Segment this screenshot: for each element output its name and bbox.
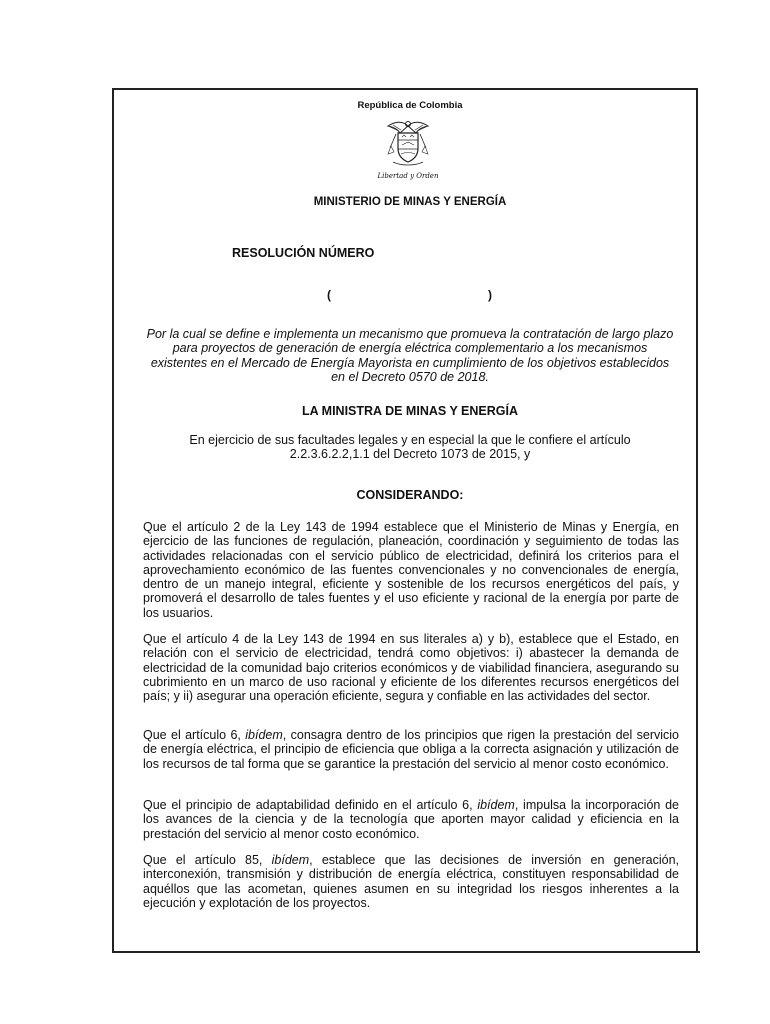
ibidem-italic: ibídem [477,798,515,812]
page-border-bottom [112,951,700,953]
considerando-paragraph [143,853,679,910]
motto: Libertad y Orden [377,172,439,180]
considerando-paragraph [143,520,679,620]
authority-title: LA MINISTRA DE MINAS Y ENERGÍA [302,404,518,418]
paragraph-text-start: Que el artículo 85, [143,853,272,867]
country-header: República de Colombia [357,100,463,111]
paragraph-text-end: , establece que las decisiones de inversión en generación, interconexión, transmisión y distribución de energía eléctrica, constituyen responsabilidad de aquéllos que las acometan, quienes asumen en su integridad los riesgos inherentes a la ejecución y explotación de los proyectos. [143,853,679,910]
paragraph-text: Que el artículo 4 de la Ley 143 de 1994 en sus literales a) y b), establece que el Estado, en relación con el servicio de electricidad, tendrá como objetivos: i) abastecer la demanda de electricidad de la comunidad bajo criterios económicos y de viabilidad financiera, asegurando su cubrimiento en un marco de uso racional y eficiente de los diferentes recursos energéticos del país; y ii) asegurar una operación eficiente, segura y confiable en las actividades del sector. [143,632,679,704]
date-paren-close: ) [488,288,492,302]
ibidem-italic: ibídem [271,853,310,867]
paragraph-text-end: , consagra dentro de los principios que rigen la prestación del servicio de energía eléctrica, el principio de eficiencia que obliga a la correcta asignación y utilización de los recursos de tal forma que se garantice la prestación del servicio al menor costo económico. [143,728,680,771]
authority-powers: En ejercicio de sus facultades legales y en especial la que le confiere el artículo 2.2.3.6.2.2,1.1 del Decreto 1073 de 2015, y [189,433,631,462]
date-paren-open: ( [327,288,331,302]
paragraph-text: Que el artículo 2 de la Ley 143 de 1994 establece que el Ministerio de Minas y Energía, en ejercicio de las funciones de regulación, planeación, coordinación y seguimiento de todas las actividades relacionadas con el servicio público de electricidad, definirá los criterios para el aprovechamiento económico de las fuentes convencionales y no convencionales de energía, dentro de un manejo integral, eficiente y sostenible de los recursos energéticos del país, y promoverá el desarrollo de tales fuentes y el uso eficiente y racional de la energía por parte de los usuarios. [143,520,679,620]
ibidem-italic: ibídem [245,728,283,742]
paragraph-text-start: Que el principio de adaptabilidad definido en el artículo 6, [143,798,478,812]
considerando-paragraph [143,798,679,841]
paragraph-text-start: Que el artículo 6, [143,728,246,742]
paragraph-text [143,798,679,841]
resolution-epigraph: Por la cual se define e implementa un mecanismo que promueva la contratación de largo plazo para proyectos de generación de energía eléctrica complementario a los mecanismos existentes en el Mercado de Energía Mayorista en cumplimiento de los objetivos establecidos en el Decreto 0570 de 2018. [146,327,674,384]
paragraph-text-end: , impulsa la incorporación de los avances de la ciencia y de la tecnología que aporten mayor calidad y eficiencia en la prestación del servicio al menor costo económico. [143,798,679,841]
considerando-heading: CONSIDERANDO: [356,488,464,502]
paragraph-text [143,853,679,910]
ministry-title: MINISTERIO DE MINAS Y ENERGÍA [313,196,507,208]
considerando-paragraph [143,632,679,703]
colombia-coat-of-arms-icon [385,118,431,170]
considerando-paragraph [143,728,679,771]
paragraph-text [143,728,679,771]
resolution-number-label: RESOLUCIÓN NÚMERO [232,246,375,260]
